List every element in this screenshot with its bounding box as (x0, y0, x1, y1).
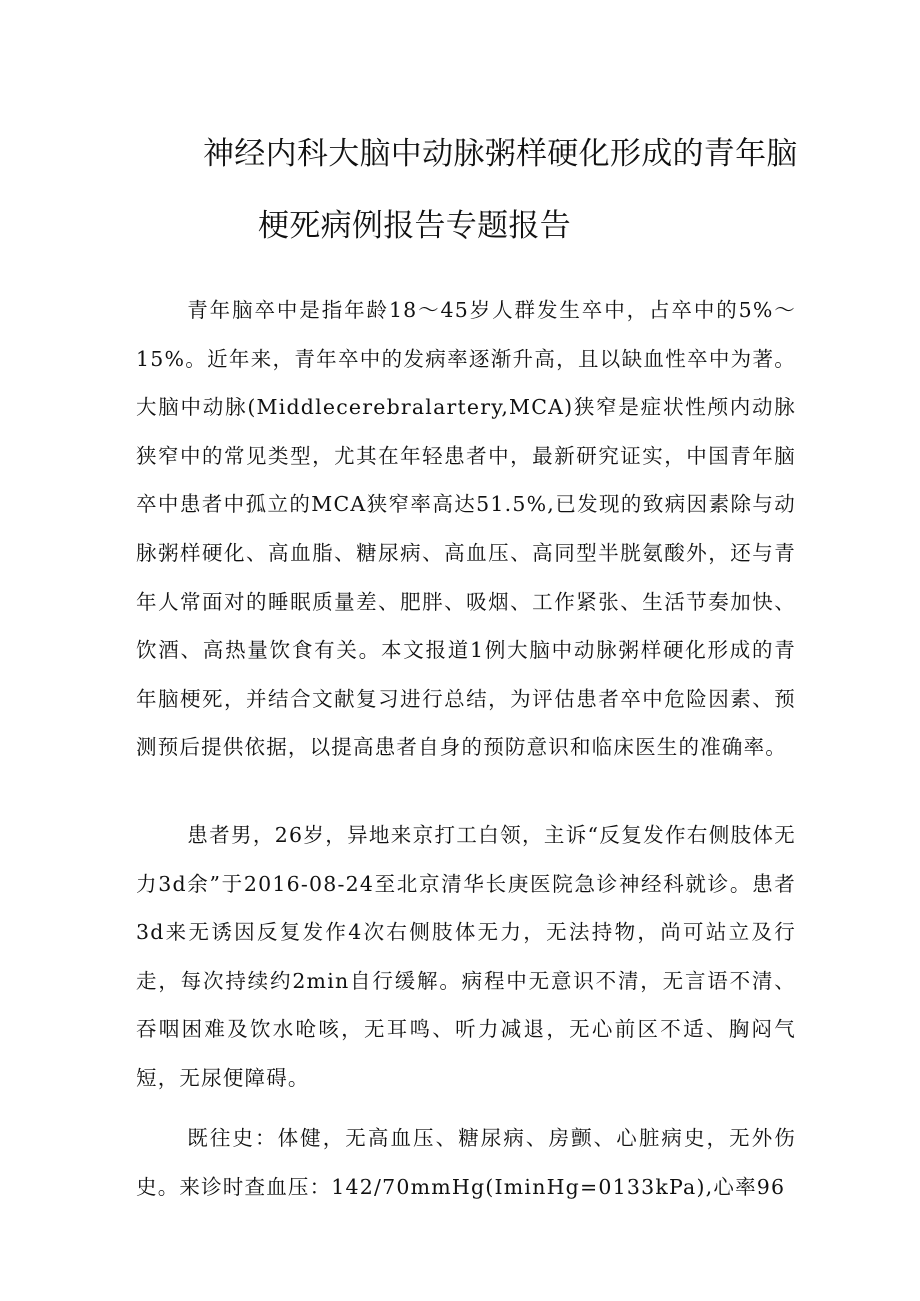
document-title-line-1: 神经内科大脑中动脉粥样硬化形成的青年脑 (203, 136, 798, 172)
document-title-line-2: 梗死病例报告专题报告 (258, 208, 571, 244)
paragraph-introduction: 青年脑卒中是指年龄18～45岁人群发生卒中，占卒中的5%～15%。近年来，青年卒中的发病率逐渐升高，且以缺血性卒中为著。大脑中动脉(Middlecerebralartery,MCA)狭窄是症状性颅内动脉狭窄中的常见类型，尤其在年轻患者中，最新研究证实，中国青年脑卒中患者中孤立的MCA狭窄率高达51.5%,已发现的致病因素除与动脉粥样硬化、高血脂、糖尿病、高血压、高同型半胱氨酸外，还与青年人常面对的睡眠质量差、肥胖、吸烟、工作紧张、生活节奏加快、饮酒、高热量饮食有关。本文报道1例大脑中动脉粥样硬化形成的青年脑梗死，并结合文献复习进行总结，为评估患者卒中危险因素、预测预后提供依据，以提高患者自身的预防意识和临床医生的准确率。 (136, 298, 796, 760)
paragraph-case-presentation: 患者男，26岁，异地来京打工白领，主诉“反复发作右侧肢体无力3d余”于2016-08-24至北京清华长庚医院急诊神经科就诊。患者3d来无诱因反复发作4次右侧肢体无力，无法持物，尚可站立及行走，每次持续约2min自行缓解。病程中无意识不清，无言语不清、吞咽困难及饮水呛咳，无耳鸣、听力减退，无心前区不适、胸闷气短，无尿便障碍。 (136, 823, 796, 1090)
paragraph-past-history: 既往史：体健，无高血压、糖尿病、房颤、心脏病史，无外伤史。来诊时查血压：142/70mmHg(IminHg=0133kPa),心率96 (136, 1126, 796, 1199)
